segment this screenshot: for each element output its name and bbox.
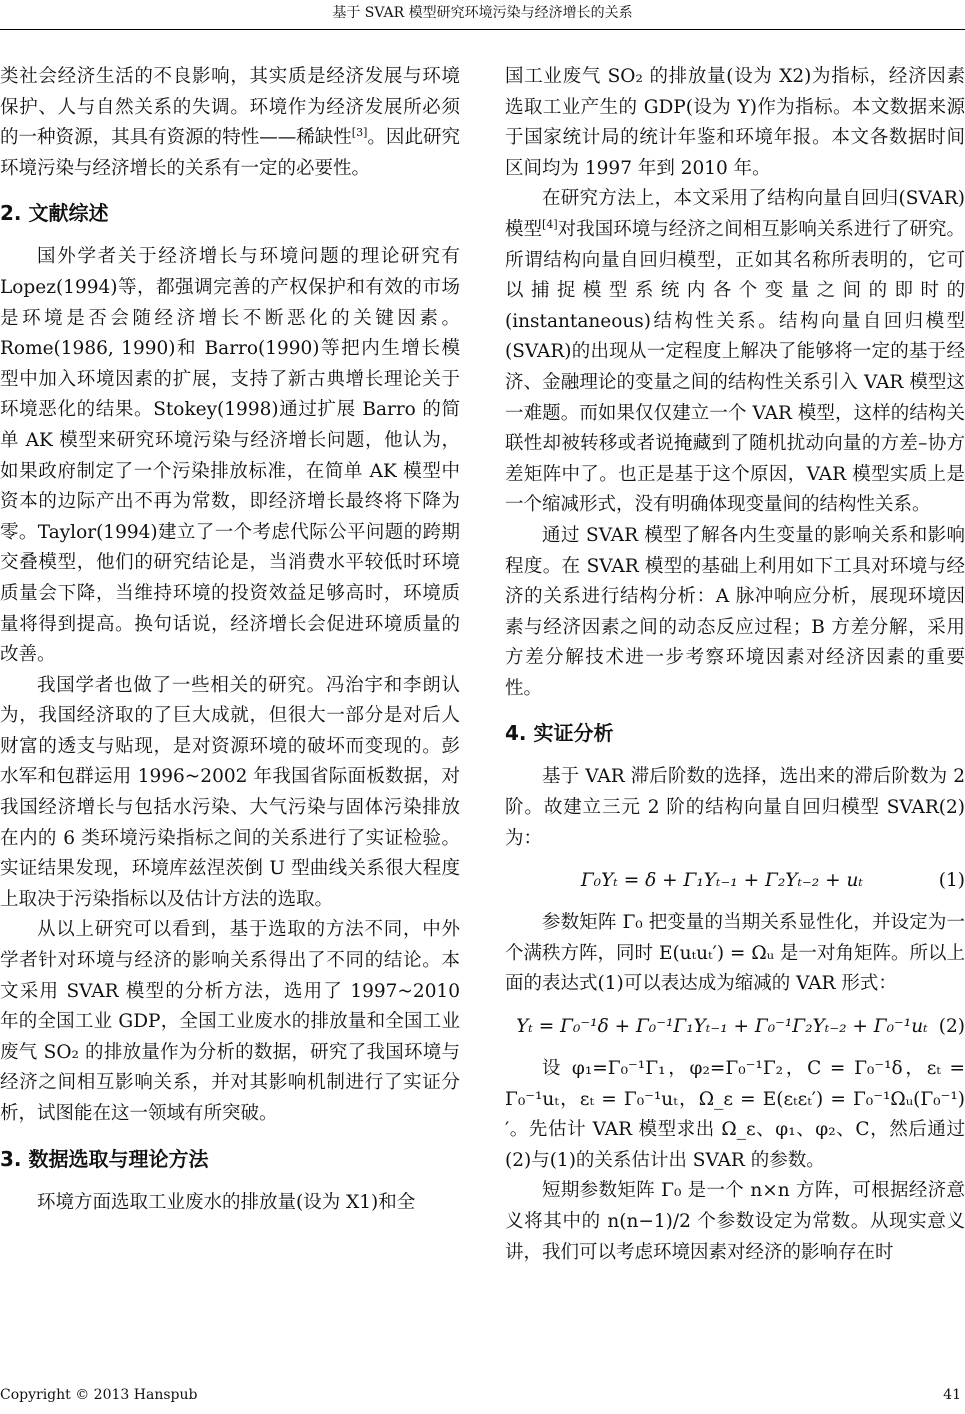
paragraph: 通过 SVAR 模型了解各内生变量的影响关系和影响程度。在 SVAR 模型的基础上利用如下工具对环境与经济的关系进行结构分析：A 脉冲响应分析，展现环境因素与经济因素之间的动态反应过程；B 方差分解，采用方差分解技术进一步考察环境因素对经济因素的重要性。	[505, 524, 965, 699]
paragraph	[505, 184, 965, 521]
equation-2	[505, 1010, 965, 1044]
paragraph: 国外学者关于经济增长与环境问题的理论研究有 Lopez(1994)等，都强调完善的产权保护和有效的市场是环境是否会随经济增长不断恶化的关键因素。Rome(1986, 1990)和 Barro(1990)等把内生增长模型中加入环境因素的扩展，支持了新古典增长理论关于环境恶化的结果。Stokey(1998)通过扩展 Barro 的简单 AK 模型来研究环境污染与经济增长问题，他认为，如果政府制定了一个污染排放标准，在简单 AK 模型中资本的边际产出不再为常数，即经济增长最终将下降为零。Taylor(1994)建立了一个考虑代际公平问题的跨期交叠模型，他们的研究结论是，当消费水平较低时环境质量会下降，当维持环境的投资效益足够高时，环境质量将得到提高。换句话说，经济增长会促进环境质量的改善。	[0, 246, 460, 666]
paragraph: 基于 VAR 滞后阶数的选择，选出来的滞后阶数为 2 阶。故建立三元 2 阶的结构向量自回归模型 SVAR(2)为：	[505, 766, 965, 849]
copyright: Copyright © 2013 Hanspub	[0, 1387, 198, 1403]
paragraph: 设 φ₁=Γ₀⁻¹Γ₁，φ₂=Γ₀⁻¹Γ₂，C = Γ₀⁻¹δ，εₜ = Γ₀⁻¹uₜ，εₜ = Γ₀⁻¹uₜ，Ω_ε = E(εₜεₜ′) = Γ₀⁻¹Ωᵤ(Γ₀⁻¹)′。先估计 VAR 模型求出 Ω_ε、φ₁、φ₂、C，然后通过(2)与(1)的关系估计出 SVAR 的参数。	[505, 1058, 965, 1171]
paragraph: 短期参数矩阵 Γ₀ 是一个 n×n 方阵，可根据经济意义将其中的 n(n−1)/2 个参数设定为常数。从现实意义讲，我们可以考虑环境因素对经济的影响存在时	[505, 1180, 965, 1263]
paragraph-text: 。因此研究环境污染与经济增长的关系有一定的必要性。	[0, 127, 460, 179]
left-column	[0, 62, 460, 1218]
equation-1	[505, 864, 965, 898]
equation-number: (1)	[938, 870, 965, 892]
right-column	[505, 62, 965, 1268]
equation-body: Γ₀Yₜ = δ + Γ₁Yₜ₋₁ + Γ₂Yₜ₋₂ + uₜ	[580, 870, 863, 892]
equation-number: (2)	[938, 1016, 965, 1038]
paragraph: 从以上研究可以看到，基于选取的方法不同，中外学者针对环境与经济的影响关系得出了不同的结论。本文采用 SVAR 模型的分析方法，选用了 1997~2010 年的全国工业 GDP，全国工业废水的排放量和全国工业废气 SO₂ 的排放量作为分析的数据，研究了我国环境与经济之间相互影响关系，并对其影响机制进行了实证分析，试图能在这一领域有所突破。	[0, 919, 460, 1124]
paragraph-text: 类社会经济生活的不良影响，其实质是经济发展与环境保护、人与自然关系的失调。环境作为经济发展所必须的一种资源，其具有资源的特性——稀缺性	[0, 66, 460, 149]
paragraph-text: 对我国环境与经济之间相互影响关系进行了研究。所谓结构向量自回归模型，正如其名称所表明的，它可以捕捉模型系统内各个变量之间的即时的(instantaneous)结构性关系。结构向量自回归模型(SVAR)的出现从一定程度上解决了能够将一定的基于经济、金融理论的变量之间的结构性关系引入 VAR 模型这一难题。而如果仅仅建立一个 VAR 模型，这样的结构关联性却被转移或者说掩藏到了随机扰动向量的方差–协方差矩阵中了。也正是基于这个原因，VAR 模型实质上是一个缩减形式，没有明确体现变量间的结构性关系。	[505, 218, 965, 516]
paragraph: 环境方面选取工业废水的排放量(设为 X1)和全	[37, 1191, 416, 1213]
paragraph: 参数矩阵 Γ₀ 把变量的当期关系显性化，并设定为一个满秩方阵，同时 E(uₜuₜ′) = Ωᵤ 是一对角矩阵。所以上面的表达式(1)可以表达成为缩减的 VAR 形式：	[505, 912, 965, 995]
page-number: 41	[943, 1387, 961, 1403]
running-header: 基于 SVAR 模型研究环境污染与经济增长的关系	[332, 5, 633, 21]
header-rule	[0, 29, 965, 30]
citation: [3]	[351, 126, 368, 140]
section-heading-2: 2. 文献综述	[0, 201, 109, 226]
section-heading-3: 3. 数据选取与理论方法	[0, 1146, 209, 1171]
section-heading-4: 4. 实证分析	[505, 721, 614, 746]
paragraph: 国工业废气 SO₂ 的排放量(设为 X2)为指标，经济因素选取工业产生的 GDP(设为 Y)作为指标。本文数据来源于国家统计局的统计年鉴和环境年报。本文各数据时间区间均为 1997 年到 2010 年。	[505, 66, 965, 179]
paragraph	[0, 62, 460, 184]
citation: [4]	[542, 217, 558, 231]
paragraph: 我国学者也做了一些相关的研究。冯治宇和李朗认为，我国经济取的了巨大成就，但很大一部分是对后人财富的透支与贴现，是对资源环境的破坏而变现的。彭水军和包群运用 1996~2002 年我国省际面板数据，对我国经济增长与包括水污染、大气污染与固体污染排放在内的 6 类环境污染指标之间的关系进行了实证检验。实证结果发现，环境库兹涅茨倒 U 型曲线关系很大程度上取决于污染指标以及估计方法的选取。	[0, 674, 460, 910]
paragraph-text: 在研究方法上，本文采用了结构向量自回归(SVAR)模型	[505, 188, 965, 240]
equation-body: Yₜ = Γ₀⁻¹δ + Γ₀⁻¹Γ₁Yₜ₋₁ + Γ₀⁻¹Γ₂Yₜ₋₂ + Γ₀⁻¹uₜ	[516, 1016, 928, 1038]
